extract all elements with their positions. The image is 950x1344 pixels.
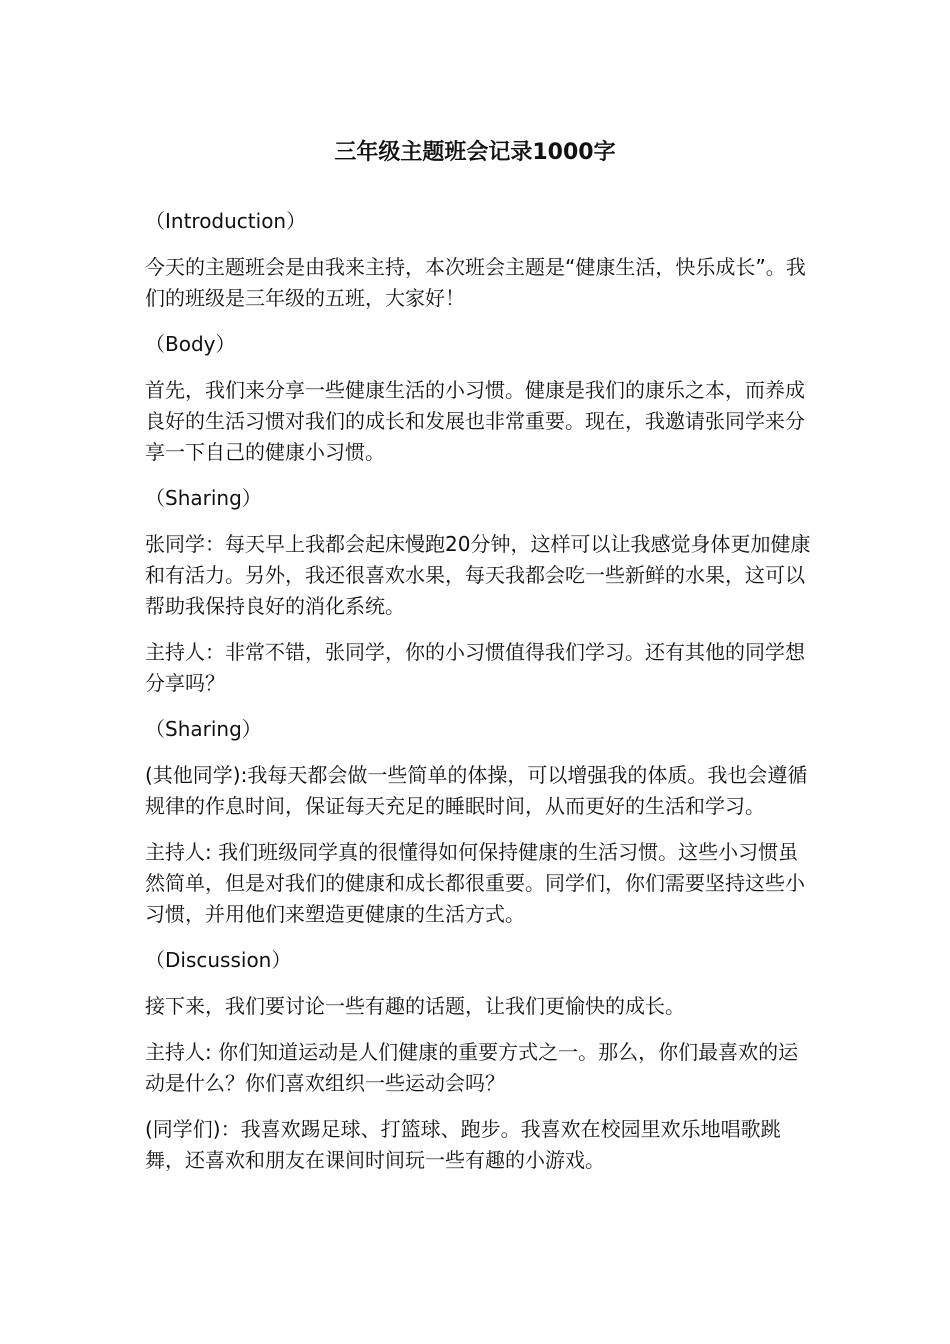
paragraph-host-question: 主持人: 你们知道运动是人们健康的重要方式之一。那么，你们最喜欢的运动是什么？你们喜欢组织一些运动会吗？ bbox=[145, 1040, 799, 1095]
document-body bbox=[145, 206, 815, 1191]
document-title: 三年级主题班会记录1000字 bbox=[334, 140, 616, 165]
paragraph-opening: 今天的主题班会是由我来主持，本次班会主题是“健康生活，快乐成长”。我们的班级是三年级的五班，大家好！ bbox=[145, 255, 806, 310]
paragraph-host-response-2: 主持人: 我们班级同学真的很懂得如何保持健康的生活习惯。这些小习惯虽然简单，但是对我们的健康和成长都很重要。同学们，你们需要坚持这些小习惯，并用他们来塑造更健康的生活方式。 bbox=[145, 840, 805, 926]
section-label-sharing-2: （Sharing） bbox=[145, 717, 262, 741]
paragraph-host-response-1: 主持人：非常不错，张同学，你的小习惯值得我们学习。还有其他的同学想分享吗？ bbox=[145, 640, 805, 695]
paragraph-other-student-sharing: (其他同学):我每天都会做一些简单的体操，可以增强我的体质。我也会遵循规律的作息时间，保证每天充足的睡眠时间，从而更好的生活和学习。 bbox=[145, 763, 808, 818]
section-label-discussion: （Discussion） bbox=[145, 948, 292, 972]
section-label-introduction: （Introduction） bbox=[145, 209, 307, 233]
paragraph-zhang-sharing: 张同学：每天早上我都会起床慢跑20分钟，这样可以让我感觉身体更加健康和有活力。另外，我还很喜欢水果，每天我都会吃一些新鲜的水果，这可以帮助我保持良好的消化系统。 bbox=[145, 532, 811, 618]
section-label-sharing-1: （Sharing） bbox=[145, 486, 262, 510]
paragraph-body-intro: 首先，我们来分享一些健康生活的小习惯。健康是我们的康乐之本，而养成良好的生活习惯对我们的成长和发展也非常重要。现在，我邀请张同学来分享一下自己的健康小习惯。 bbox=[145, 378, 805, 464]
section-label-body: （Body） bbox=[145, 332, 236, 356]
paragraph-students-answer: (同学们)：我喜欢踢足球、打篮球、跑步。我喜欢在校园里欢乐地唱歌跳舞，还喜欢和朋友在课间时间玩一些有趣的小游戏。 bbox=[145, 1117, 781, 1172]
paragraph-discussion-intro: 接下来，我们要讨论一些有趣的话题，让我们更愉快的成长。 bbox=[145, 994, 685, 1018]
